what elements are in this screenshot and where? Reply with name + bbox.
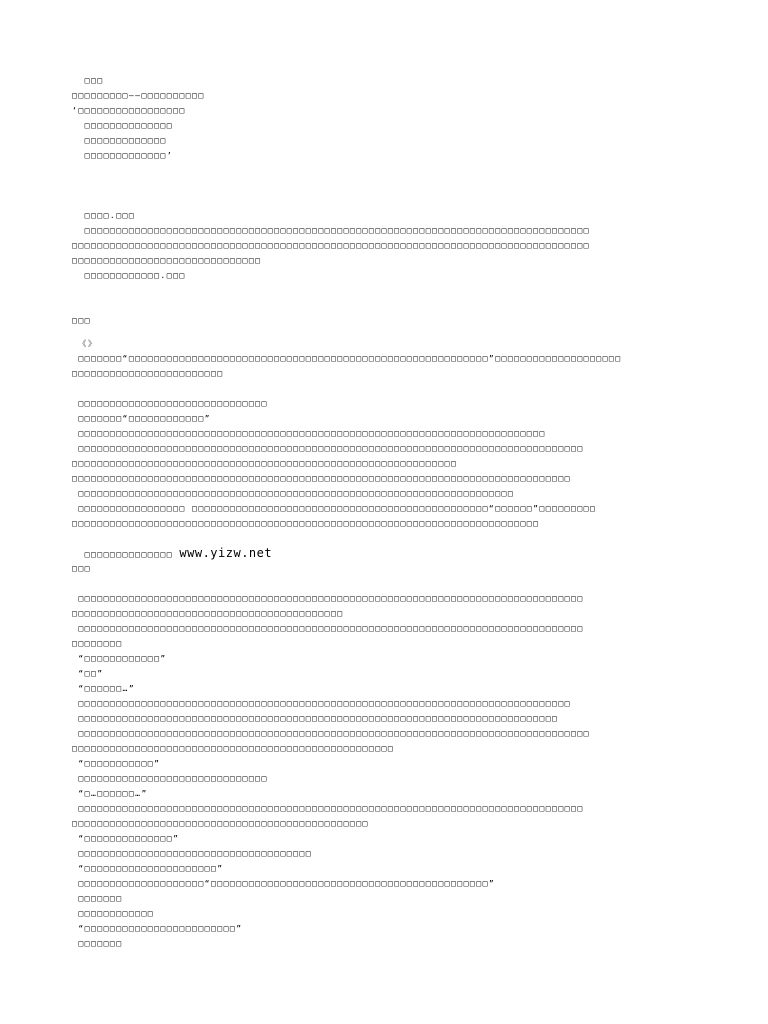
text-line: □□□□□□□□□□□□□□□□□□□□□□□□□□□□□□□□□□□□□□□□□□□□□□□□□□□□□□□□□□□□□□□□□□□□□□□□□□□□□□□□	[72, 444, 584, 453]
text-line: “□□”	[72, 669, 104, 678]
text-line: □□□□□□□□□□□□□□□□□□□□□□□□□□□□□□□□□□□□□□□□□□□□□□□□□□□□□□□□□□□□□	[72, 459, 458, 468]
text-line: □□□□□□□□□□□□□	[72, 136, 167, 145]
section-heading: □□□	[72, 316, 91, 325]
dialogue-block	[72, 591, 712, 951]
text-line: □□□□□□□□□□□□□□□□□□□□□□□□□□□□□□□□□□□□□□□□□□□□□□□	[72, 819, 369, 828]
text-line: “□□□□□□□□□□□□□□□□□□□□□□□□”	[72, 924, 243, 933]
text-line: □□□□□□□□□□□□□□□□□□□□□□□□□□□□□□□□□□□□□□□□□□□□□□□□□□□□□□□□□□□□□□□□□□□□□□□□□□□□□□□□	[72, 594, 584, 603]
text-line: □□□□.□□□	[72, 211, 136, 220]
text-line: □□□□□□□□□□□□□’	[72, 151, 174, 160]
text-line: □□□□□□□□□□□□□□□□□□□□□□□□□□□□□□□□□□□□□□□□□□□□□□□□□□□□□□□□□□□□□□□□□□□□□□□□□□□□□□□□	[72, 624, 584, 633]
title-block	[72, 73, 712, 163]
source-prefix: □□□□□□□□□□□□□□	[72, 550, 180, 559]
text-line: □□□	[72, 76, 104, 85]
text-line: □□□□□□□□□□□□□□□□□□□□□□□□□□□□□□□□□□□□□□□□□□□□□□□□□□□□□□□□□□□□□□□□□□□□□□□□□□□□□□	[72, 699, 571, 708]
text-line: □□□□□□□□□□□□□□□□□□□□□□□□□□□□□□□□□□□□□□□□□□□	[72, 609, 344, 618]
text-line: “□□□□□□□□□□□”	[72, 759, 161, 768]
text-line: □□□□□□□	[72, 939, 123, 948]
text-line: □□□□□□□□□□□□□□□□□□□□□□□□□□□□□□□□□□□□□□□□□□□□□□□□□□□□□□□□□□□□□□□□□□□□□□□□□□	[72, 429, 546, 438]
text-line: □□□□□□□“□□□□□□□□□□□□”	[72, 414, 211, 423]
text-line: “□…□□□□□□…”	[72, 789, 148, 798]
text-line: □□□□□□□□□——□□□□□□□□□□	[72, 91, 205, 100]
text-line: “□□□□□□□□□□□□□□”	[72, 834, 180, 843]
spacer	[72, 163, 712, 208]
source-tail: □□□	[72, 564, 91, 573]
document-page	[72, 73, 712, 951]
text-line: □□□□□□□□□□□□.□□□	[72, 271, 186, 280]
text-line: □□□□□□□□□□□□□□□□□□□□□□□□□□□□□□□□□□□□□□□□□□□□□□□□□□□□□□□□□□□□□□□□□□□□□□□□□□	[72, 519, 540, 528]
text-line: □□□□□□□□□□□□□□□□□□□□□□□□□□□□□□□□□□□□□□□□□□□□□□□□□□□□□□□□□□□□□□□□□□□□□□□□□□□□□□□□□	[72, 729, 590, 738]
text-line: □□□□□□□□□□□□□□□□□□□□□□□□□□□□□□□□□□□□□	[72, 849, 313, 858]
text-line: □□□□□□□□□□□□□□□□□□□□□□□□□□□□□□	[72, 399, 268, 408]
spacer	[72, 328, 712, 336]
text-line: □□□□□□□□□□□□□□□□□□□□□□□□□□□□□□□□□□□□□□□□□□□□□□□□□□□□□□□□□□□□□□□□□□□□□□□□□□□□□□□□	[72, 804, 584, 813]
text-line: □□□□□□□□□□□□□□□□□□□□□□□□□□□□□□□□□□□□□□□□□□□□□□□□□□□□□□□□□□□□□□□□□□□□□□□□□□□□□□□	[72, 474, 571, 483]
source-url: www.yizw.net	[179, 546, 273, 560]
text-line: □□□□□□□□□□□□□□□□□□□□□□□□	[72, 369, 224, 378]
text-line: ‘□□□□□□□□□□□□□□□□□	[72, 106, 186, 115]
spacer	[72, 283, 712, 313]
source-line	[72, 546, 712, 561]
spacer	[72, 531, 712, 546]
body-block	[72, 396, 712, 531]
text-line: □□□□□□□	[72, 894, 123, 903]
text-line: □□□□□□□□□□□□	[72, 909, 155, 918]
text-line: □□□□□□□□□□□□□□□□□ □□□□□□□□□□□□□□□□□□□□□□□□□□□□□□□□□□□□□□□□□□□□□□□“□□□□□□”□□□□□□□□□	[72, 504, 597, 513]
text-line: □□□□□□□□□□□□□□□□□□□□“□□□□□□□□□□□□□□□□□□□□□□□□□□□□□□□□□□□□□□□□□□□□”	[72, 879, 496, 888]
opening-paragraph	[72, 351, 712, 381]
text-line: □□□□□□□□□□□□□□□□□□□□□□□□□□□□□□	[72, 774, 268, 783]
spacer	[72, 576, 712, 591]
text-line: “□□□□□□…”	[72, 684, 136, 693]
text-line: “□□□□□□□□□□□□□□□□□□□□□”	[72, 864, 224, 873]
intro-block	[72, 208, 712, 283]
text-line: □□□□□□□“□□□□□□□□□□□□□□□□□□□□□□□□□□□□□□□□□□□□□□□□□□□□□□□□□□□□□□□□□”□□□□□□□□□□□□□□□□□□□□	[72, 354, 622, 363]
text-line: “□□□□□□□□□□□□”	[72, 654, 167, 663]
text-line: □□□□□□□□□□□□□□□□□□□□□□□□□□□□□□□□□□□□□□□□□□□□□□□□□□□□□□□□□□□□□□□□□□□□□□□□□□□□	[72, 714, 559, 723]
text-line: □□□□□□□□□□□□□□□□□□□□□□□□□□□□□□□□□□□□□□□□□□□□□□□□□□□□□□□□□□□□□□□□□□□□□	[72, 489, 515, 498]
text-line: □□□□□□□□□□□□□□□□□□□□□□□□□□□□□□	[72, 256, 262, 265]
text-line: □□□□□□□□□□□□□□□□□□□□□□□□□□□□□□□□□□□□□□□□□□□□□□□□□□□	[72, 744, 395, 753]
book-title-mark: 《》	[72, 339, 98, 348]
text-line: □□□□□□□□□□□□□□□□□□□□□□□□□□□□□□□□□□□□□□□□□□□□□□□□□□□□□□□□□□□□□□□□□□□□□□□□□□□□□□□□	[72, 226, 590, 235]
text-line: □□□□□□□□□□□□□□	[72, 121, 174, 130]
spacer	[72, 381, 712, 396]
text-line: □□□□□□□□□□□□□□□□□□□□□□□□□□□□□□□□□□□□□□□□□□□□□□□□□□□□□□□□□□□□□□□□□□□□□□□□□□□□□□□□□□	[72, 241, 590, 250]
text-line: □□□□□□□□	[72, 639, 123, 648]
